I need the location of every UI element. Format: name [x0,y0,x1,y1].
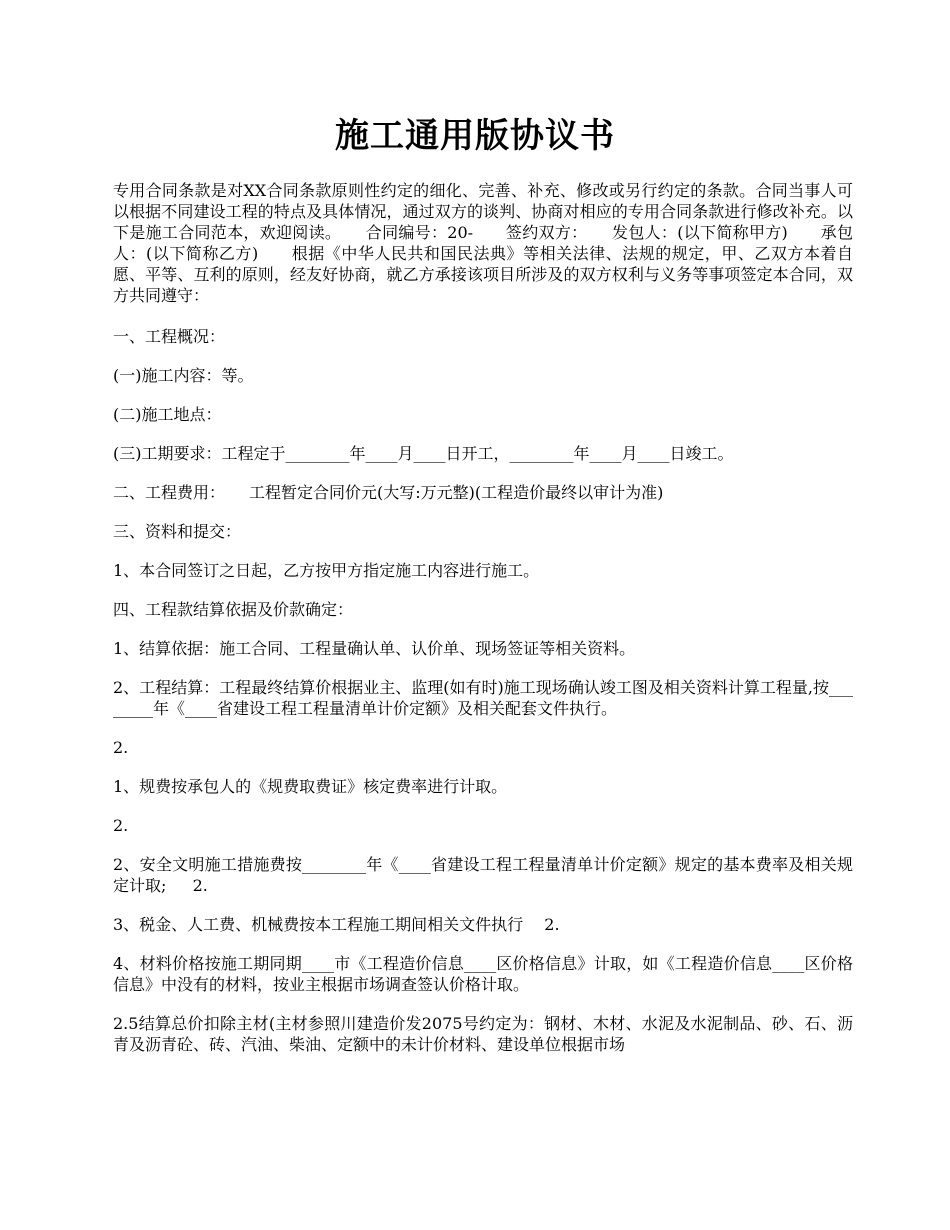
paragraph: (一)施工内容：等。 [113,366,254,385]
document-title: 施工通用版协议书 [335,116,615,156]
paragraph: 2. [113,816,129,835]
paragraph: 2、工程结算：工程最终结算价根据业主、监理(如有时)施工现场确认竣工图及相关资料计算工程量,按________年《____省建设工程工程量清单计价定额》及相关配套文件执行。 [113,678,853,718]
paragraph: (三)工期要求：工程定于________年____月____日开工，________年____月____日竣工。 [113,444,734,463]
paragraph: 1、结算依据：施工合同、工程量确认单、认价单、现场签证等相关资料。 [113,639,636,658]
section-heading: 二、工程费用： 工程暂定合同价元(大写:万元整)(工程造价最终以审计为准) [113,483,664,502]
paragraph: 2. [113,738,129,757]
section-heading: 一、工程概况： [113,327,226,346]
paragraph: 1、本合同签订之日起，乙方按甲方指定施工内容进行施工。 [113,561,540,580]
paragraph: 2.5结算总价扣除主材(主材参照川建造价发2075号约定为：钢材、木材、水泥及水泥制品、砂、石、沥青及沥青砼、砖、汽油、柴油、定额中的未计价材料、建设单位根据市场 [113,1014,853,1054]
paragraph: 4、材料价格按施工期同期____市《工程造价信息____区价格信息》计取，如《工程造价信息____区价格信息》中没有的材料，按业主根据市场调查签认价格计取。 [113,954,853,994]
section-heading: 三、资料和提交： [113,522,242,541]
document-body [113,180,853,1073]
intro-paragraph: 专用合同条款是对XX合同条款原则性约定的细化、完善、补充、修改或另行约定的条款。合同当事人可以根据不同建设工程的特点及具体情况，通过双方的谈判、协商对相应的专用合同条款进行修改补充。以下是施工合同范本，欢迎阅读。 合同编号：20- 签约双方： 发包人：(以下简称甲方) 承包人：(以下简称乙方) 根据《中华人民共和国民法典》等相关法律、法规的规定，甲、乙双方本着自愿、平等、互利的原则，经友好协商，就乙方承接该项目所涉及的双方权利与义务等事项签定本合同，双方共同遵守： [113,181,853,305]
paragraph: 1、规费按承包人的《规费取费证》核定费率进行计取。 [113,777,508,796]
paragraph: 2、安全文明施工措施费按________年《____省建设工程工程量清单计价定额》规定的基本费率及相关规定计取; 2. [113,855,853,895]
paragraph: 3、税金、人工费、机械费按本工程施工期间相关文件执行 2. [113,915,560,934]
section-heading: 四、工程款结算依据及价款确定： [113,600,354,619]
paragraph: (二)施工地点： [113,405,222,424]
